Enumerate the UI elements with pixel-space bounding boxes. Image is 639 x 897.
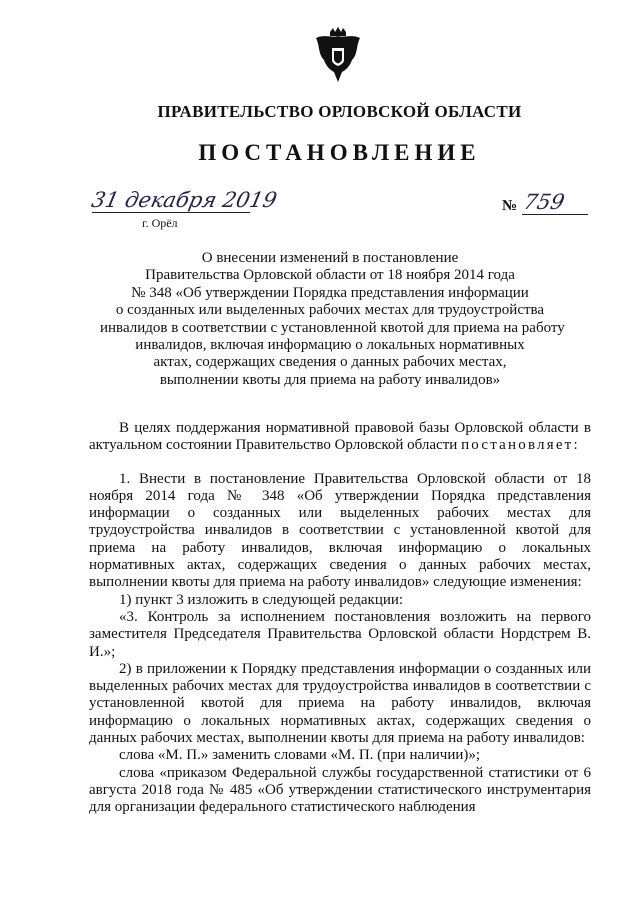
document-subject [100, 250, 565, 389]
date-underline [92, 212, 250, 213]
subject-line: О внесении изменений в постановление [201, 250, 459, 266]
subject-line: о созданных или выделенных рабочих местах для трудоустройства [115, 302, 545, 319]
paragraph-subitem-1: 1) пункт 3 изложить в следующей редакции: [119, 591, 404, 608]
subject-line: № 348 «Об утверждении Порядка представления информации [131, 284, 529, 301]
paragraph-quote-3: «3. Контроль за исполнением постановления возложить на первого заместителя Председателя Правительства Орловской области Нордстрем В. И.»; [89, 608, 591, 660]
number-underline [522, 214, 588, 215]
paragraph-item-1: 1. Внести в постановление Правительства Орловской области от 18 ноября 2014 года № 348 «Об утверждении Порядка представления информации о созданных или выделенных рабочих местах для трудоустройства инвалидов в соответствии с установленной квотой для приема на работу инвалидов, включая информацию о локальных нормативных актах, содержащих сведения о данных рабочих местах, выполнении квоты для приема на работу инвалидов» следующие изменения: [89, 470, 591, 591]
subject-line: актах, содержащих сведения о данных рабочих местах, [153, 354, 507, 371]
number-sign: № [502, 198, 518, 214]
handwritten-date: 31 декабря 2019 [89, 188, 280, 212]
document-number [502, 190, 592, 220]
subject-line: выполнении квоты для приема на работу инвалидов» [159, 371, 501, 388]
paragraph-replace-stamp: слова «М. П.» заменить словами «М. П. (при наличии)»; [119, 747, 481, 764]
preamble-emphasis: постановляет [461, 437, 574, 454]
handwritten-number: 759 [521, 190, 567, 214]
subject-line: Правительства Орловской области от 18 ноября 2014 года [145, 267, 515, 284]
document-type: ПОСТАНОВЛЕНИЕ [198, 140, 481, 165]
coat-of-arms-icon [310, 26, 366, 84]
paragraph-subitem-2: 2) в приложении к Порядку представления информации о созданных или выделенных рабочих местах для трудоустройства инвалидов в соответствии с установленной квотой для приема на работу инвалидов, включая информацию о локальных нормативных актах, содержащих сведения о данных рабочих местах, выполнении квоты для приема на работу инвалидов: [89, 660, 591, 747]
subject-line: инвалидов в соответствии с установленной квотой для приема на работу [100, 319, 565, 336]
city-label: г. Орёл [142, 216, 178, 230]
preamble [89, 420, 591, 455]
paragraph-gap [89, 455, 591, 471]
paragraph-replace-order: слова «приказом Федеральной службы государственной статистики от 6 августа 2018 года № 485 «Об утверждении статистического инструментария для организации федерального статистического наблюдения [89, 764, 591, 816]
subject-line: инвалидов, включая информацию о локальных нормативных [135, 337, 525, 354]
preamble-tail: : [573, 437, 578, 454]
preamble-text: В целях поддержания нормативной правовой базы Орловской области в актуальном состоянии Правительство Орловской области [89, 420, 591, 454]
document-body [89, 420, 591, 817]
government-name: ПРАВИТЕЛЬСТВО ОРЛОВСКОЙ ОБЛАСТИ [157, 102, 522, 121]
